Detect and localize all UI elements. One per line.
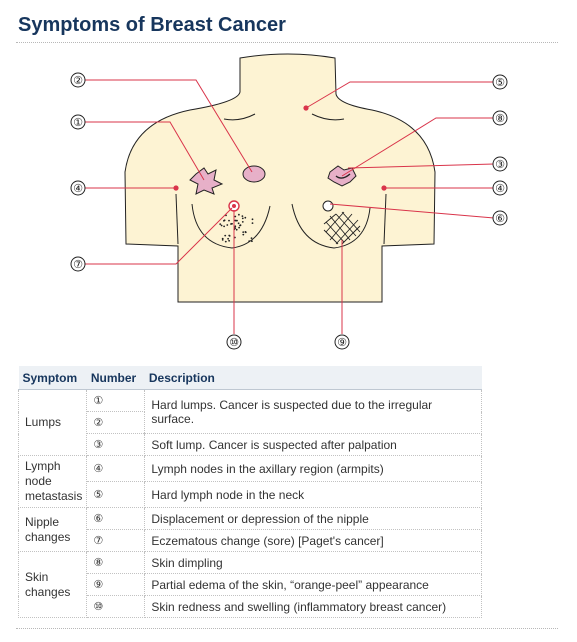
svg-text:③: ③ bbox=[495, 158, 505, 171]
redness-dot bbox=[234, 225, 236, 227]
category-nipple bbox=[19, 508, 87, 552]
title-divider bbox=[16, 42, 558, 43]
symptoms-table bbox=[18, 366, 482, 618]
redness-dot bbox=[242, 234, 244, 236]
row-number: ⑩ bbox=[87, 596, 145, 618]
redness-dot bbox=[234, 216, 236, 218]
row-number: ⑤ bbox=[87, 482, 145, 508]
redness-dot bbox=[227, 238, 229, 240]
page-title: Symptoms of Breast Cancer bbox=[18, 14, 286, 36]
redness-dot bbox=[251, 240, 253, 242]
callout-c8 bbox=[493, 111, 507, 125]
table-row bbox=[19, 434, 482, 456]
row-description: Displacement or depression of the nipple bbox=[145, 508, 482, 530]
svg-text:①: ① bbox=[73, 116, 83, 129]
row-description: Soft lump. Cancer is suspected after palpation bbox=[145, 434, 482, 456]
redness-dot bbox=[219, 223, 221, 225]
svg-text:④: ④ bbox=[73, 182, 83, 195]
torso-diagram bbox=[0, 44, 577, 360]
svg-text:④: ④ bbox=[495, 182, 505, 195]
table-row bbox=[19, 596, 482, 618]
redness-dot bbox=[245, 231, 247, 233]
row-description: Partial edema of the skin, “orange-peel” appearance bbox=[145, 574, 482, 596]
redness-dot bbox=[242, 231, 244, 233]
redness-dot bbox=[242, 215, 244, 217]
torso-illustration bbox=[0, 44, 577, 360]
redness-dot bbox=[242, 221, 244, 223]
redness-dot bbox=[248, 240, 250, 242]
callout-c3 bbox=[493, 157, 507, 171]
redness-dot bbox=[222, 239, 224, 241]
bottom-divider bbox=[16, 628, 558, 629]
redness-dot bbox=[228, 235, 230, 237]
category-line: Skin bbox=[25, 569, 49, 584]
redness-dot bbox=[236, 229, 238, 231]
torso-body bbox=[125, 54, 435, 302]
callout-c6 bbox=[493, 211, 507, 225]
callout-c10 bbox=[227, 335, 241, 349]
redness-dot bbox=[252, 218, 254, 220]
category-skin bbox=[19, 552, 87, 618]
redness-dot bbox=[228, 240, 230, 242]
redness-dot bbox=[244, 217, 246, 219]
redness-dot bbox=[242, 218, 244, 220]
category-line: changes bbox=[25, 584, 71, 599]
table-row bbox=[19, 574, 482, 596]
redness-dot bbox=[252, 222, 254, 224]
header-symptom: Symptom bbox=[19, 366, 87, 390]
header-number: Number bbox=[87, 366, 145, 390]
redness-dot bbox=[225, 241, 227, 243]
callout-c2 bbox=[71, 73, 85, 87]
category-line: changes bbox=[25, 529, 71, 544]
svg-text:⑨: ⑨ bbox=[337, 336, 347, 349]
callout-c4-right bbox=[493, 181, 507, 195]
header-description: Description bbox=[145, 366, 482, 390]
row-number: ⑨ bbox=[87, 574, 145, 596]
category-line: metastasis bbox=[25, 489, 83, 503]
svg-text:②: ② bbox=[73, 74, 83, 87]
row-number: ⑧ bbox=[87, 552, 145, 574]
redness-dot bbox=[238, 222, 240, 224]
callout-c7 bbox=[71, 257, 85, 271]
lesion-oval-lump bbox=[243, 166, 265, 182]
redness-dot bbox=[223, 226, 225, 228]
table-row bbox=[19, 482, 482, 508]
row-number: ③ bbox=[87, 434, 145, 456]
redness-dot bbox=[224, 235, 226, 237]
callout-c5 bbox=[493, 75, 507, 89]
category-line: Lymph bbox=[25, 459, 61, 473]
row-number: ⑥ bbox=[87, 508, 145, 530]
redness-dot bbox=[238, 227, 240, 229]
redness-dot bbox=[238, 214, 240, 216]
svg-text:⑥: ⑥ bbox=[495, 212, 505, 225]
svg-text:⑧: ⑧ bbox=[495, 112, 505, 125]
redness-dot bbox=[251, 237, 253, 239]
row-description: Hard lymph node in the neck bbox=[145, 482, 482, 508]
callout-c9 bbox=[335, 335, 349, 349]
row-description: Lymph nodes in the axillary region (armpits) bbox=[145, 456, 482, 482]
table-row bbox=[19, 508, 482, 530]
table-row bbox=[19, 530, 482, 552]
category-line: node bbox=[25, 474, 52, 488]
row-description: Hard lumps. Cancer is suspected due to the irregular surface. bbox=[145, 390, 482, 434]
row-description: Skin dimpling bbox=[145, 552, 482, 574]
table-row bbox=[19, 456, 482, 482]
callout-c1 bbox=[71, 115, 85, 129]
row-number: ④ bbox=[87, 456, 145, 482]
callout-c4-left bbox=[71, 181, 85, 195]
category-lumps: Lumps bbox=[19, 390, 87, 456]
row-description: Eczematous change (sore) [Paget's cancer] bbox=[145, 530, 482, 552]
nipple-displaced bbox=[323, 201, 333, 211]
row-number: ⑦ bbox=[87, 530, 145, 552]
table-row bbox=[19, 390, 482, 412]
category-lymph bbox=[19, 456, 87, 508]
redness-dot bbox=[224, 219, 226, 221]
row-number: ① bbox=[87, 390, 145, 412]
row-description: Skin redness and swelling (inflammatory breast cancer) bbox=[145, 596, 482, 618]
redness-dot bbox=[228, 220, 230, 222]
row-number: ② bbox=[87, 412, 145, 434]
redness-dot bbox=[240, 224, 242, 226]
svg-text:⑦: ⑦ bbox=[73, 258, 83, 271]
table-row bbox=[19, 552, 482, 574]
svg-text:⑤: ⑤ bbox=[495, 76, 505, 89]
redness-dot bbox=[230, 223, 232, 225]
table-header-row bbox=[19, 366, 482, 390]
redness-dot bbox=[221, 225, 223, 227]
svg-text:⑩: ⑩ bbox=[229, 336, 239, 349]
redness-dot bbox=[235, 220, 237, 222]
redness-dot bbox=[226, 224, 228, 226]
category-line: Nipple bbox=[25, 514, 60, 529]
